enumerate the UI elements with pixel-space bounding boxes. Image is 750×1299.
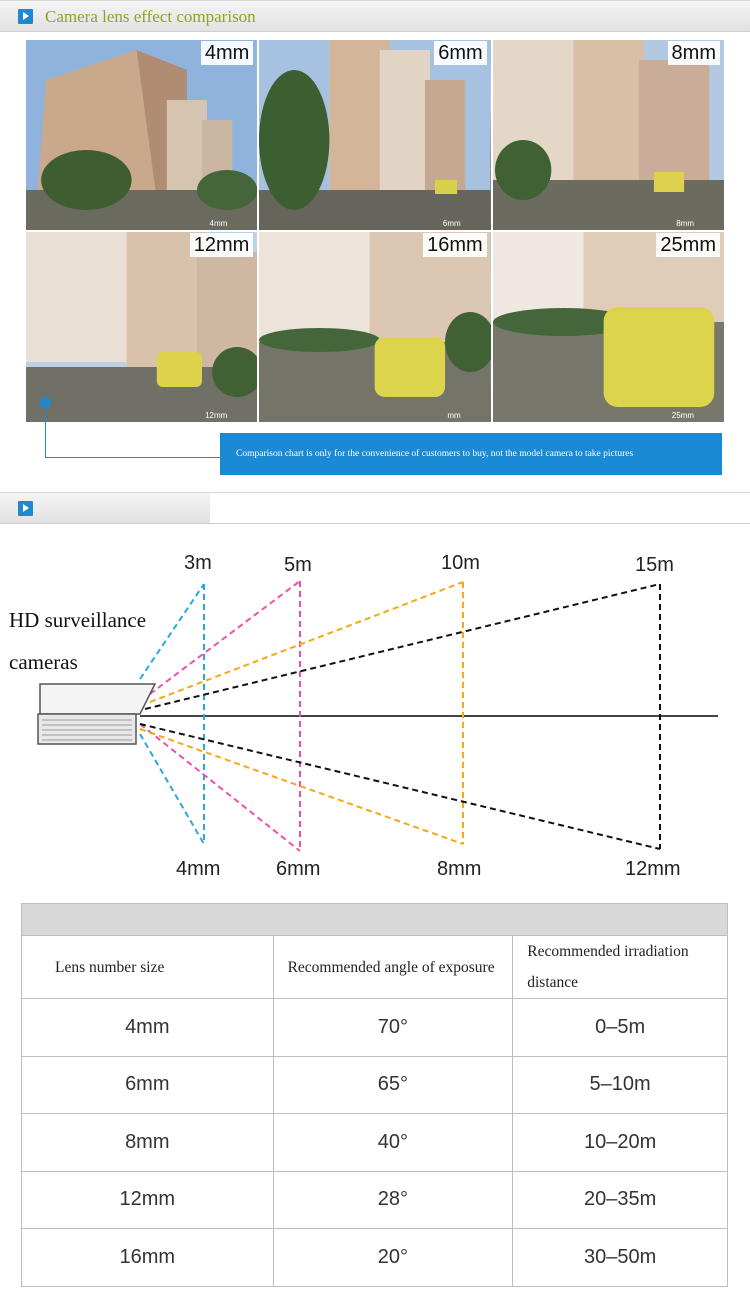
photo-8mm (493, 40, 724, 230)
cell-angle: 28° (273, 1171, 513, 1229)
photo-12mm (26, 232, 257, 422)
fov-3m-4mm (140, 584, 204, 844)
play-icon (18, 9, 33, 24)
camera-icon (38, 684, 155, 744)
cell-lens: 4mm (22, 999, 274, 1057)
lens-distance-diagram (0, 524, 750, 894)
caption-dot-icon (40, 397, 51, 408)
cell-angle: 70° (273, 999, 513, 1057)
section-title: Camera lens effect comparison (45, 7, 256, 26)
lens-stamp: 6mm (442, 219, 461, 228)
cell-angle: 65° (273, 1056, 513, 1114)
lens-label: 8mm (668, 41, 720, 65)
cell-distance: 0–5m (513, 999, 728, 1057)
table-header-row (22, 936, 728, 999)
photo-16mm (259, 232, 490, 422)
street-scene-image (26, 232, 257, 422)
photo-25mm (493, 232, 724, 422)
play-icon (18, 501, 33, 516)
lens-label-6mm: 6mm (276, 858, 321, 880)
header-angle: Recommended angle of exposure (273, 936, 513, 999)
table-row (22, 1056, 728, 1114)
section-header-lens-distance (0, 492, 750, 524)
distance-label-15m: 15m (635, 554, 674, 576)
lens-spec-table (21, 903, 728, 1287)
caption-connector-line (45, 400, 221, 458)
street-scene-image (26, 40, 257, 230)
cell-distance: 10–20m (513, 1114, 728, 1172)
lens-label: 16mm (423, 233, 487, 257)
lens-label-8mm: 8mm (437, 858, 482, 880)
street-scene-image (493, 40, 724, 230)
table-row (22, 1171, 728, 1229)
cell-lens: 12mm (22, 1171, 274, 1229)
street-scene-image (259, 40, 490, 230)
lens-stamp: 12mm (205, 411, 228, 420)
header-fade (210, 493, 750, 523)
photo-6mm (259, 40, 490, 230)
header-lens-size: Lens number size (22, 936, 274, 999)
lens-label: 6mm (434, 41, 486, 65)
lens-stamp: mm (447, 411, 461, 420)
cell-distance: 5–10m (513, 1056, 728, 1114)
fov-10m-8mm (140, 582, 463, 844)
cell-angle: 20° (273, 1229, 513, 1287)
cell-angle: 40° (273, 1114, 513, 1172)
comparison-caption: Comparison chart is only for the convenience of customers to buy, not the model camera to take pictures (220, 433, 722, 475)
cell-distance: 30–50m (513, 1229, 728, 1287)
distance-label-10m: 10m (441, 552, 480, 574)
section-header-lens-comparison (0, 0, 750, 32)
table-row (22, 999, 728, 1057)
table-title-cell (22, 904, 728, 936)
lens-label: 4mm (201, 41, 253, 65)
lens-stamp: 25mm (671, 411, 694, 420)
lens-stamp: 8mm (676, 219, 694, 228)
camera-label-line1: HD surveillance (9, 608, 147, 632)
lens-label: 25mm (656, 233, 720, 257)
lens-label-4mm: 4mm (176, 858, 221, 880)
cell-lens: 6mm (22, 1056, 274, 1114)
distance-label-3m: 3m (184, 552, 212, 574)
table-row (22, 1114, 728, 1172)
lens-label: 12mm (190, 233, 254, 257)
camera-label-line2: cameras (9, 650, 78, 674)
lens-stamp: 4mm (209, 219, 228, 228)
lens-photo-grid (26, 40, 724, 422)
lens-label-12mm: 12mm (625, 858, 681, 880)
lens-fov-svg (0, 524, 750, 894)
header-distance: Recommended irradiation distance (513, 936, 728, 999)
street-scene-image (493, 232, 724, 422)
cell-lens: 16mm (22, 1229, 274, 1287)
street-scene-image (259, 232, 490, 422)
distance-label-5m: 5m (284, 554, 312, 576)
photo-4mm (26, 40, 257, 230)
table-title-bar (22, 904, 728, 936)
cell-distance: 20–35m (513, 1171, 728, 1229)
cell-lens: 8mm (22, 1114, 274, 1172)
table-row (22, 1229, 728, 1287)
